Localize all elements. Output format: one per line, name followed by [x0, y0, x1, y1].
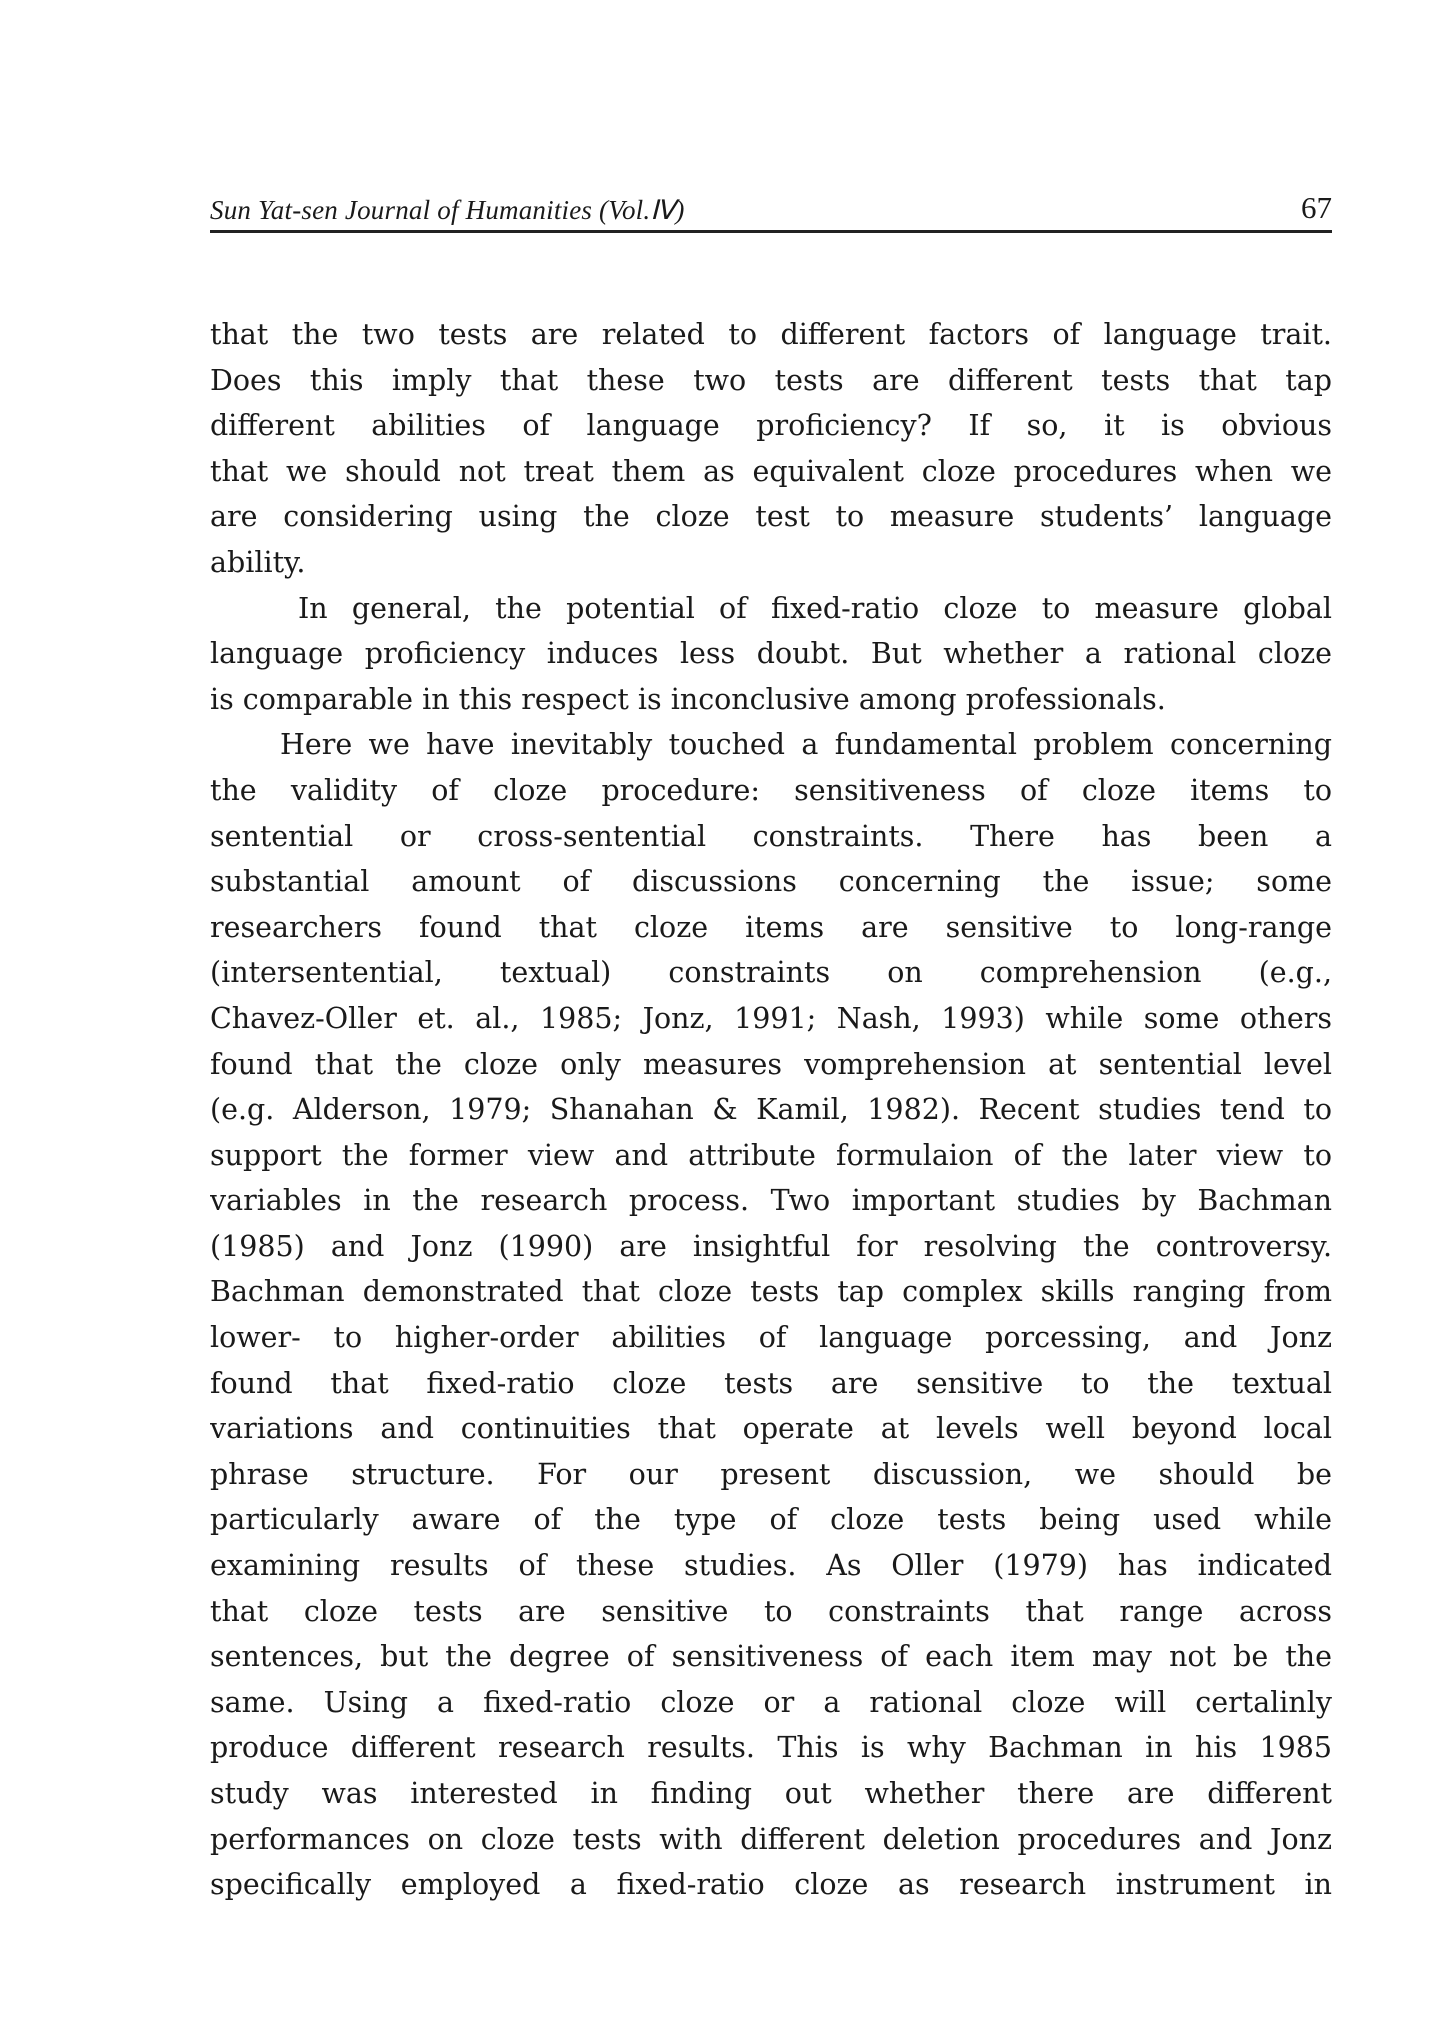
text-line: support the former view and attribute formulaion of the later view to — [210, 1138, 1332, 1172]
text-line: examining results of these studies. As Oller (1979) has indicated — [210, 1549, 1332, 1583]
text-line: phrase structure. For our present discussion, we should be — [210, 1457, 1332, 1491]
running-header — [210, 186, 1332, 233]
text-line: Chavez-Oller et. al., 1985; Jonz, 1991; Nash, 1993) while some others — [210, 1001, 1332, 1035]
text-line: performances on cloze tests with different deletion procedures and Jonz — [210, 1822, 1332, 1856]
text-line: language proficiency induces less doubt. But whether a rational cloze — [210, 637, 1332, 671]
text-line: variations and continuities that operate at levels well beyond local — [210, 1412, 1332, 1446]
journal-title: Sun Yat-sen Journal of Humanities (Vol.Ⅳ) — [210, 195, 685, 225]
text-line: sentences, but the degree of sensitiveness of each item may not be the — [210, 1640, 1332, 1674]
text-line: (1985) and Jonz (1990) are insightful for resolving the controversy. — [210, 1229, 1332, 1263]
text-line: that we should not treat them as equivalent cloze procedures when we — [210, 454, 1332, 488]
text-line: study was interested in finding out whether there are different — [210, 1777, 1332, 1810]
text-line: ability. — [210, 545, 306, 579]
text-line: substantial amount of discussions concerning the issue; some — [210, 865, 1332, 899]
text-line: same. Using a fixed-ratio cloze or a rational cloze will certalinly — [210, 1685, 1332, 1719]
text-line: found that fixed-ratio cloze tests are sensitive to the textual — [210, 1366, 1332, 1400]
text-line: researchers found that cloze items are sensitive to long-range — [210, 910, 1332, 944]
body-text — [210, 312, 1332, 1908]
text-line: Does this imply that these two tests are different tests that tap — [210, 363, 1332, 397]
page-number: 67 — [1301, 190, 1332, 225]
text-line: Here we have inevitably touched a fundamental problem concerning — [280, 728, 1332, 762]
text-line: the validity of cloze procedure: sensitiveness of cloze items to — [210, 773, 1332, 807]
text-line: different abilities of language proficiency? If so, it is obvious — [210, 409, 1332, 443]
text-line: lower- to higher-order abilities of language porcessing, and Jonz — [210, 1321, 1332, 1355]
text-line: produce different research results. This is why Bachman in his 1985 — [210, 1731, 1332, 1765]
text-line: is comparable in this respect is inconclusive among professionals. — [210, 682, 1166, 716]
text-line: particularly aware of the type of cloze tests being used while — [210, 1503, 1332, 1537]
text-line: In general, the potential of fixed-ratio cloze to measure global — [298, 591, 1332, 625]
text-line: (e.g. Alderson, 1979; Shanahan & Kamil, 1982). Recent studies tend to — [210, 1093, 1332, 1127]
text-line: found that the cloze only measures vomprehension at sentential level — [210, 1047, 1332, 1081]
text-line: Bachman demonstrated that cloze tests tap complex skills ranging from — [210, 1275, 1332, 1309]
text-line: that the two tests are related to different factors of language trait. — [210, 318, 1332, 351]
text-line: are considering using the cloze test to measure students’ language — [210, 500, 1332, 534]
text-line: specifically employed a fixed-ratio cloze as research instrument in — [210, 1868, 1332, 1902]
text-line: that cloze tests are sensitive to constraints that range across — [210, 1594, 1332, 1628]
text-line: variables in the research process. Two important studies by Bachman — [210, 1184, 1332, 1218]
text-line: sentential or cross-sentential constraints. There has been a — [210, 819, 1332, 853]
text-line: (intersentential, textual) constraints on comprehension (e.g., — [210, 956, 1332, 990]
